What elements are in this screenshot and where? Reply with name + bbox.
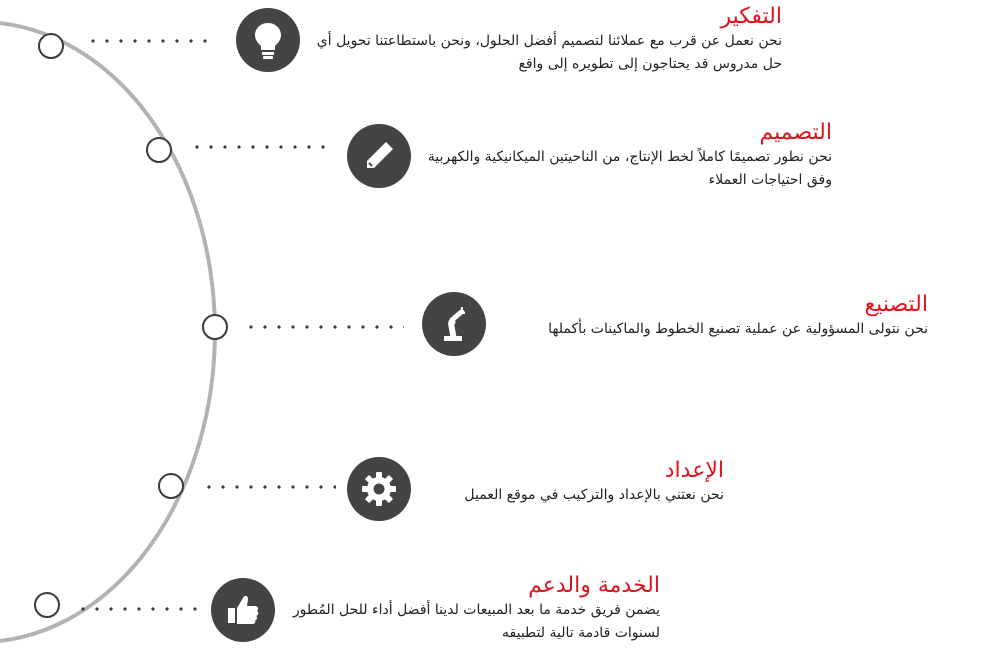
gear-icon: [347, 457, 411, 521]
step-title: التصنيع: [864, 292, 928, 317]
step-icon-manufacturing: [422, 292, 486, 356]
step-title: الخدمة والدعم: [528, 573, 660, 598]
dotted-connector: [244, 325, 404, 329]
step-setup: [420, 458, 724, 507]
step-description: نحن نعمل عن قرب مع عملائنا لتصميم أفضل الحلول، ونحن باستطاعتنا تحويل أي حل مدروس قد يحتاجون إلى تطويره إلى واقع: [316, 33, 782, 72]
step-design: [420, 120, 832, 192]
step-title: التصميم: [759, 120, 832, 145]
pencil-icon: [347, 124, 411, 188]
step-icon-setup: [347, 457, 411, 521]
step-title: الإعداد: [664, 458, 724, 483]
timeline-node-service: [34, 592, 60, 618]
step-description: نحن نعتني بالإعداد والتركيب في موقع العميل: [464, 487, 724, 503]
step-description: نحن نتولى المسؤولية عن عملية تصنيع الخطوط والماكينات بأكملها: [548, 321, 928, 337]
step-manufacturing: [496, 292, 928, 341]
dotted-connector: [86, 39, 216, 43]
thumbs-up-icon: [211, 578, 275, 642]
step-description: نحن نطور تصميمًا كاملاً لخط الإنتاج، من الناحيتين الميكانيكية والكهربية وفق احتياجات العملاء: [427, 149, 832, 188]
step-thinking: [300, 4, 782, 76]
step-description: يضمن فريق خدمة ما بعد المبيعات لدينا أفضل أداء للحل المُطور لسنوات قادمة تالية لتطبيقه: [292, 602, 660, 641]
step-title: التفكير: [720, 4, 782, 29]
dotted-connector: [76, 607, 200, 611]
robot-arm-icon: [422, 292, 486, 356]
dotted-connector: [202, 485, 336, 489]
timeline-node-setup: [158, 473, 184, 499]
timeline-node-manufacturing: [202, 314, 228, 340]
dotted-connector: [190, 145, 330, 149]
lightbulb-icon: [236, 8, 300, 72]
step-icon-design: [347, 124, 411, 188]
step-icon-thinking: [236, 8, 300, 72]
step-icon-service: [211, 578, 275, 642]
step-service: [290, 573, 660, 645]
timeline-node-design: [146, 137, 172, 163]
timeline-node-thinking: [38, 33, 64, 59]
